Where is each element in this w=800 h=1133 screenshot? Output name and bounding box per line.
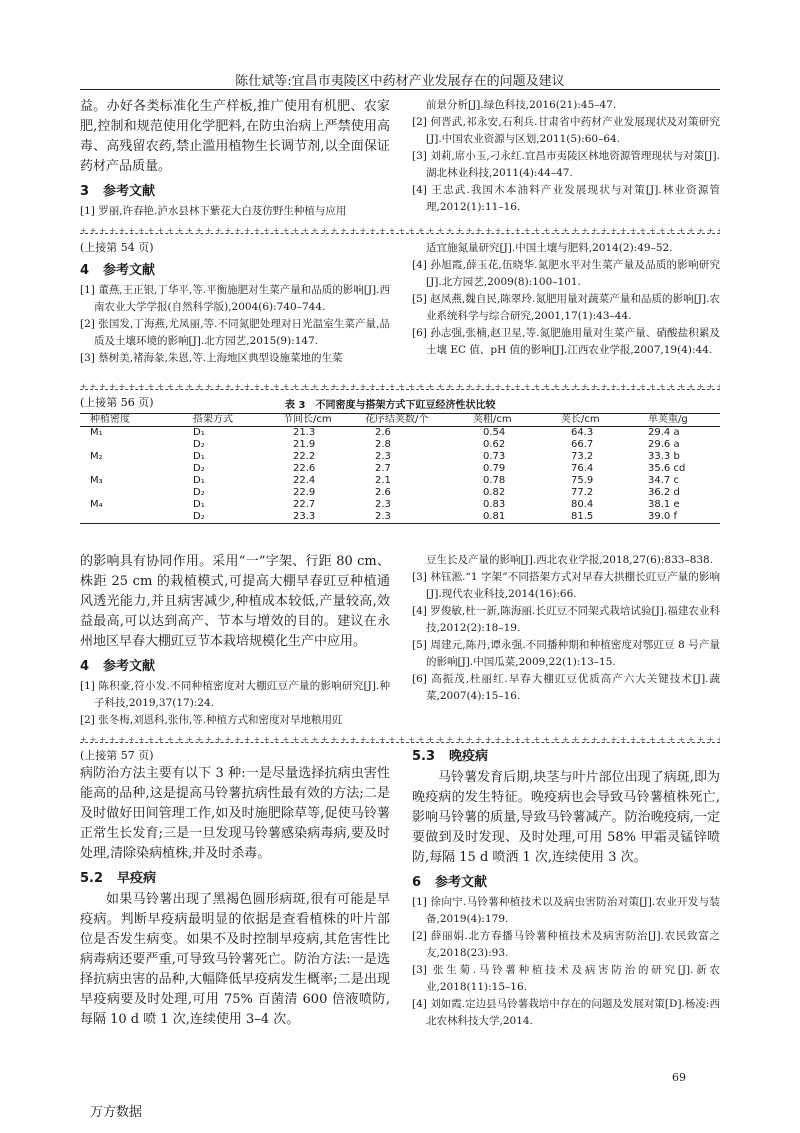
section4-intro: 病防治方法主要有以下 3 种:一是尽量选择抗病虫害性能高的品种,这是提高马铃薯抗病性最有效的方法;二是及时做好田间管理工作,如及时施肥除草等,促使马铃薯正常生长发育;三是一旦发现马铃薯感染病毒病,要及时处理,清除染病植株,并及时杀毒。 (80, 766, 390, 861)
table-cell: 73.2 (571, 451, 594, 462)
section2-continued: (上接第 54 页) (80, 241, 154, 254)
section3-body: 的影响具有协同作用。采用“一”字架、行距 80 cm、株距 25 cm 的栽植模式,可提高大棚早春豇豆种植通风透光能力,并且病害减少,种植成本较低,产量较高,效益最高,可以达到高产、节本与增效的目的。建议在永州地区早春大棚豇豆节本栽培规模化生产中应用。 (80, 554, 390, 649)
section3-heading-num: 4 (80, 659, 90, 674)
table-cell: D₁ (193, 499, 205, 510)
sub53-num: 5.3 (412, 749, 436, 764)
table-cell: D₁ (193, 451, 205, 462)
table-cell: 29.4 a (648, 427, 680, 438)
section4-ref-right-4: [4] 刘如霞.定边县马铃薯栽培中存在的问题及发展对策[D].杨凌:西北农林科技大学,2014. (412, 998, 720, 1027)
table3 (80, 413, 720, 524)
table-row (80, 499, 720, 511)
table-cell: M₃ (90, 475, 103, 486)
table-cell: 39.0 f (648, 511, 677, 522)
section4-ref-right-2: [2] 薛丽娟.北方春播马铃薯种植技术及病害防治[J].农民致富之友,2018(23):93. (412, 930, 720, 959)
table3-header-cell: 荚粗/cm (473, 414, 512, 425)
section1-ref-left-1: [1] 罗丽,许春艳.泸水县林下紫花大白芨仿野生种植与应用 (80, 205, 347, 217)
table-cell: 21.3 (293, 427, 316, 438)
section2-ref-left-2: [2] 张国发,丁海燕,尤凤丽,等.不同氮肥处理对日光温室生菜产量,品质及土壤环境的影响[J].北方园艺,2015(9):147. (80, 318, 390, 347)
section4-right-column (412, 748, 720, 1030)
table-cell: 2.6 (375, 427, 391, 438)
section-divider-2 (80, 389, 720, 390)
table-cell: D₁ (193, 475, 205, 486)
table-cell: D₂ (193, 511, 205, 522)
section2-ref-right-2: [4] 孙旭霞,薛玉花,伍晓华.氮肥水平对生菜产量及品质的影响研究[J].北方园艺,2009(8):100–101. (412, 259, 720, 288)
table-row (80, 451, 720, 463)
table-cell: 2.6 (375, 487, 391, 498)
table-cell: 75.9 (571, 475, 594, 486)
table3-header-cell: 单荚重/g (648, 414, 688, 425)
section3-ref-right-1: 豆生长及产量的影响[J].西北农业学报,2018,27(6):833–838. (426, 554, 714, 566)
table3-header-row (80, 414, 720, 427)
table-row (80, 427, 720, 440)
section3-ref-left-2: [2] 张冬梅,刘恩科,张伟,等.种植方式和密度对旱地粮用豇 (80, 714, 343, 726)
table-cell: 0.78 (483, 475, 506, 486)
section3-ref-left-1: [1] 陈积豪,符小发.不同种植密度对大棚豇豆产量的影响研究[J].种子科技,2019,37(17):24. (80, 680, 390, 709)
section2-heading (80, 262, 390, 280)
table-cell: 2.3 (375, 499, 391, 510)
section4-left-column (80, 748, 390, 1030)
table-cell: 76.4 (571, 463, 594, 474)
table-cell: 66.7 (571, 439, 594, 450)
table-cell: D₁ (193, 427, 205, 438)
section3-ref-right-5: [6] 高振茂,杜丽红.早春大棚豇豆优质高产六大关键技术[J].蔬菜,2007(4):15–16. (412, 673, 720, 702)
section3-ref-right-2: [3] 林钰淞.“1 字架”不同搭架方式对早春大拱棚长豇豆产量的影响[J].现代农业科技,2014(16):66. (412, 571, 720, 600)
section4-ref-right-3: [3] 张生菊.马铃薯种植技术及病害防治的研究[J].新农业,2018(11):15–16. (412, 964, 720, 993)
section3-heading-text: 参考文献 (103, 659, 156, 674)
table-cell: 35.6 cd (648, 463, 686, 474)
table-cell (80, 487, 175, 499)
table-row (80, 439, 720, 451)
table-cell: 0.83 (483, 499, 506, 510)
table-cell: 0.73 (483, 451, 506, 462)
sub52-body: 如果马铃薯出现了黑褐色圆形病斑,很有可能是早疫病。判断早疫病最明显的依据是查看植株的叶片部位是否发生病变。如果不及时控制早疫病,其危害性比病毒病还要严重,可导致马铃薯死亡。防治方法:一是选择抗病虫害的品种,大幅降低早疫病发生概率;二是出现早疫病要及时处理,可用 75% 百菌清 600 倍液喷防,每隔 10 d 喷 1 次,连续使用 3–4 次。 (80, 892, 390, 1027)
section1-ref-right-3: [3] 刘莉,席小玉,刁永红.宜昌市夷陵区林地资源管理现状与对策[J].湖北林业科技,2011(4):44–47. (412, 150, 720, 179)
page-number: 69 (672, 1071, 686, 1084)
table-cell: 81.5 (571, 511, 594, 522)
section3-right-column (412, 552, 720, 705)
table-row (80, 511, 720, 524)
table-cell: 2.3 (375, 511, 391, 522)
table-cell: 36.2 d (648, 487, 680, 498)
section2-ref-right-3: [5] 赵凤燕,魏自民,陈翠玲.氮肥用量对蔬菜产量和品质的影响[J].农业系统科学与综合研究,2001,17(1):43–44. (412, 293, 720, 322)
section3-continued: (上接第 56 页) (80, 396, 154, 409)
table-row (80, 487, 720, 499)
table-cell: 0.54 (483, 427, 506, 438)
table-cell: M₂ (90, 451, 103, 462)
table3-header-cell: 种植密度 (90, 414, 130, 425)
sub53-text: 晚疫病 (449, 749, 489, 764)
table-cell: 22.7 (293, 499, 316, 510)
table-cell: D₂ (193, 463, 205, 474)
table-cell: 22.6 (293, 463, 316, 474)
table-cell: 34.7 c (648, 475, 679, 486)
table-cell: M₁ (90, 427, 103, 438)
header-rule (80, 89, 720, 90)
table-cell: 21.9 (293, 439, 316, 450)
table-cell: 33.3 b (648, 451, 680, 462)
sub52-num: 5.2 (80, 871, 104, 886)
table-cell (80, 463, 175, 475)
section2-ref-left-1: [1] 董燕,王正银,丁华平,等.平衡施肥对生菜产量和品质的影响[J].西南农业大学学报(自然科学版),2004(6):740–744. (80, 284, 390, 313)
table-cell: 22.2 (293, 451, 316, 462)
table-cell: 80.4 (571, 499, 594, 510)
table3-body (80, 427, 720, 524)
table-cell: M₄ (90, 499, 103, 510)
table-cell: D₂ (193, 487, 205, 498)
table-cell: 0.82 (483, 487, 506, 498)
section4-subheading-5-2 (80, 870, 390, 888)
section1-right-column (412, 97, 720, 216)
table-cell: 2.3 (375, 451, 391, 462)
section2-right-column (412, 240, 720, 359)
section3-left-column (80, 552, 390, 729)
table3-header-cell: 荚长/cm (561, 414, 600, 425)
table-cell (80, 511, 175, 524)
section3-ref-right-4: [5] 周建元,陈丹,谭永强.不同播种期和种植密度对鄂豇豆 8 号产量的影响[J].中国瓜菜,2009,22(1):13–15. (412, 639, 720, 668)
section1-ref-right-4: [4] 王忠武.我国木本油料产业发展现状与对策[J].林业资源管理,2012(1):11–16. (412, 184, 720, 213)
table-cell: D₂ (193, 439, 205, 450)
watermark-text: 万方数据 (90, 1105, 143, 1120)
table-cell (80, 439, 175, 451)
section1-heading (80, 183, 390, 201)
sub53-body: 马铃薯发育后期,块茎与叶片部位出现了病斑,即为晚疫病的发生特征。晚疫病也会导致马铃薯植株死亡,影响马铃薯的质量,导致马铃薯减产。防治晚疫病,一定要做到及时发现、及时处理,可用 58% 甲霜灵锰锌喷防,每隔 15 d 喷洒 1 次,连续使用 3 次。 (412, 770, 720, 865)
section1-body: 益。办好各类标准化生产样板,推广使用有机肥、农家肥,控制和规范使用化学肥料,在防虫治病上严禁使用高毒、高残留农药,禁止滥用植物生长调节剂,以全面保证药材产品质量。 (80, 99, 390, 174)
table-cell: 22.4 (293, 475, 316, 486)
table-cell: 64.3 (571, 427, 594, 438)
table3-caption: 表 3 不同密度与搭架方式下豇豆经济性状比较 (285, 400, 496, 411)
section4-continued: (上接第 57 页) (80, 749, 154, 762)
table-cell: 0.79 (483, 463, 506, 474)
section1-heading-text: 参考文献 (103, 184, 156, 199)
table3-header-cell: 搭架方式 (193, 414, 233, 425)
table-cell: 22.9 (293, 487, 316, 498)
section-divider-3 (80, 742, 720, 743)
section3-table-block (80, 395, 720, 524)
section1-ref-right-1: 前景分析[J].绿色科技,2016(21):45–47. (426, 99, 617, 111)
table-cell: 0.81 (483, 511, 506, 522)
table3-header-cell: 花序结荚数/个 (365, 414, 429, 425)
table-cell: 29.6 a (648, 439, 680, 450)
sub52-text: 早疫病 (117, 871, 157, 886)
section1-ref-right-2: [2] 何晋武,祁永安,石利兵.甘肃省中药材产业发展现状及对策研究[J].中国农业资源与区划,2011(5):60–64. (412, 116, 720, 145)
section4-ref-right-1: [1] 徐向宁.马铃薯种植技术以及病虫害防治对策[J].农业开发与装备,2019(4):179. (412, 896, 720, 925)
section4-subheading-5-3 (412, 748, 720, 766)
table3-caption-row (80, 395, 720, 413)
section2-ref-right-4: [6] 孙志强,张楠,赵卫星,等.氮肥施用量对生菜产量、硝酸盐积累及土壤 EC 值、pH 值的影响[J].江西农业学报,2007,19(4):44. (412, 327, 720, 356)
section4-heading-num: 6 (412, 875, 422, 890)
section2-ref-right-1: 适宜施氮量研究[J].中国土壤与肥料,2014(2):49–52. (426, 242, 673, 254)
section1-left-column (80, 97, 390, 220)
table-cell: 23.3 (293, 511, 316, 522)
section3-heading (80, 658, 390, 676)
table-cell: 2.1 (375, 475, 391, 486)
table-cell: 38.1 e (648, 499, 680, 510)
section2-ref-left-3: [3] 蔡树美,褚海彖,朱恩,等.上海地区典型设施菜地的生菜 (80, 352, 343, 364)
section2-left-column (80, 240, 390, 367)
table3-header-cell: 节间长/cm (283, 414, 332, 425)
table-row (80, 463, 720, 475)
section3-ref-right-3: [4] 罗俊敏,杜一新,陈海丽.长豇豆不同架式栽培试验[J].福建农业科技,2012(2):18–19. (412, 605, 720, 634)
table-cell: 2.8 (375, 439, 391, 450)
table-cell: 2.7 (375, 463, 391, 474)
table-row (80, 475, 720, 487)
section2-heading-num: 4 (80, 263, 90, 278)
section4-heading-text: 参考文献 (435, 875, 488, 890)
running-header: 陈仕斌等:宜昌市夷陵区中药材产业发展存在的问题及建议 (235, 74, 565, 89)
section4-heading (412, 874, 720, 892)
table-cell: 77.2 (571, 487, 594, 498)
section1-heading-num: 3 (80, 184, 90, 199)
section-divider-1 (80, 233, 720, 234)
table-cell: 0.62 (483, 439, 506, 450)
section2-heading-text: 参考文献 (103, 263, 156, 278)
